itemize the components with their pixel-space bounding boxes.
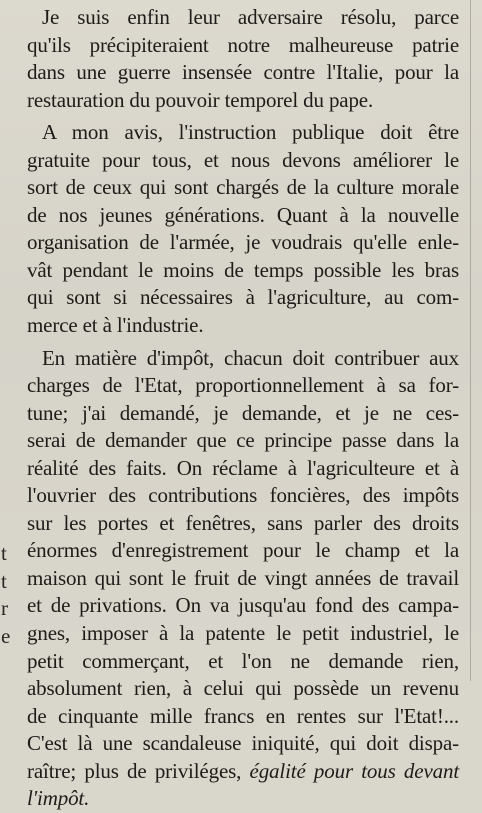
paragraph-3 <box>27 345 459 813</box>
text-line: petit commerçant, et l'on ne demande rien, <box>27 648 459 673</box>
text-line: merce et à l'industrie. <box>27 313 204 338</box>
text-line: sur les portes et fenêtres, sans parler des droits <box>27 510 459 535</box>
text-line: de cinquante mille francs en rentes sur l'Etat!... <box>27 703 459 728</box>
text-line: gnes, imposer à la patente le petit industriel, le <box>27 621 459 646</box>
emphasized-text: égalité pour tous devant <box>249 758 460 783</box>
margin-fragment: e <box>1 623 11 648</box>
column-rule <box>470 0 471 681</box>
paragraph-2 <box>27 119 459 339</box>
text-line: Je suis enfin leur adversaire résolu, parce <box>42 5 459 29</box>
text-line: absolument rien, à celui qui possède un revenu <box>27 676 459 701</box>
text-line: serai de demander que ce principe passe dans la <box>27 428 459 453</box>
adjacent-column-fragments <box>1 540 15 650</box>
text-line: qui sont si nécessaires à l'agriculture, au com- <box>27 285 459 310</box>
margin-fragment: r <box>1 596 8 621</box>
text-line: sort de ceux qui sont chargés de la culture morale <box>27 175 459 200</box>
text-line: organisation de l'armée, je voudrais qu'elle enle- <box>27 230 459 255</box>
text-line: C'est là une scandaleuse iniquité, qui doit dispa- <box>27 731 459 756</box>
text-line: A mon avis, l'instruction publique doit être <box>42 120 459 145</box>
text-line: énormes d'enregistrement pour le champ et la <box>27 538 459 563</box>
emphasized-text-line: l'impôt. <box>27 786 90 811</box>
text-line: l'ouvrier des contributions foncières, des impôts <box>27 483 459 508</box>
text-line: et de privations. On va jusqu'au fond des campa- <box>27 593 459 618</box>
article-column <box>27 4 459 813</box>
margin-fragment: t <box>1 541 7 565</box>
text-line: dans une guerre insensée contre l'Italie, pour la <box>27 60 459 85</box>
text-line: réalité des faits. On réclame à l'agriculteure et à <box>27 455 459 480</box>
text-line: charges de l'Etat, proportionnellement à sa for- <box>27 373 459 398</box>
text-line-mixed <box>27 758 459 786</box>
text-line: En matière d'impôt, chacun doit contribuer aux <box>42 345 459 370</box>
margin-fragment: t <box>1 568 7 593</box>
text-line: maison qui sont le fruit de vingt années de travail <box>27 565 459 590</box>
text-run: raître; plus de priviléges, <box>27 758 250 783</box>
text-line: tune; j'ai demandé, je demande, et je ne ces- <box>27 400 459 425</box>
text-line: vât pendant le moins de temps possible les bras <box>27 257 459 282</box>
paragraph-1 <box>27 4 459 114</box>
text-line: de nos jeunes générations. Quant à la nouvelle <box>27 202 459 227</box>
text-line: gratuite pour tous, et nous devons améliorer le <box>27 147 459 172</box>
text-line: qu'ils précipiteraient notre malheureuse patrie <box>27 32 459 57</box>
text-line: restauration du pouvoir temporel du pape. <box>27 87 374 112</box>
